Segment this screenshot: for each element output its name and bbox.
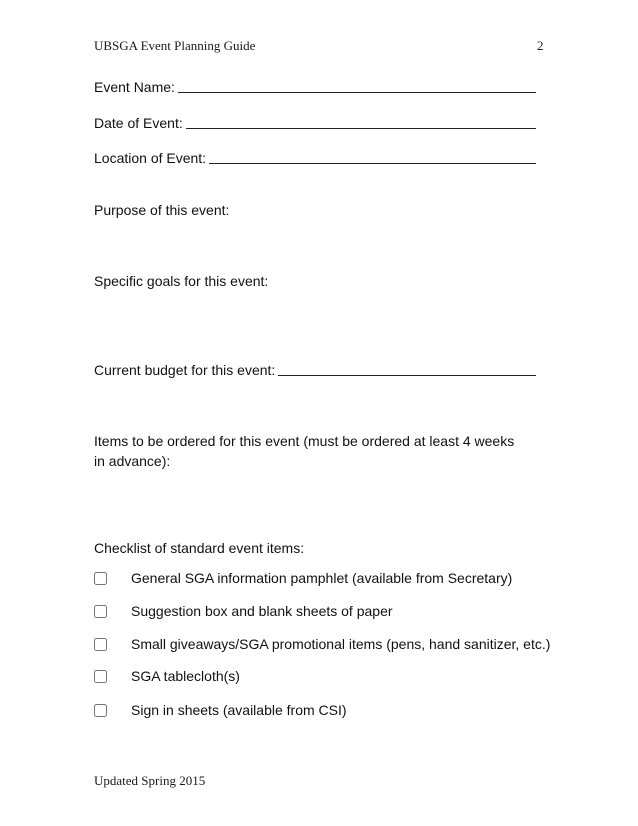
checklist-item	[94, 667, 240, 685]
budget-line[interactable]	[278, 375, 536, 376]
checkbox[interactable]	[94, 572, 107, 585]
goals-label: Specific goals for this event:	[94, 273, 269, 289]
checkbox[interactable]	[94, 670, 107, 683]
checklist-item-label: Small giveaways/SGA promotional items (pens, hand sanitizer, etc.)	[131, 636, 551, 652]
checklist-heading: Checklist of standard event items:	[94, 540, 305, 556]
event-date-line[interactable]	[186, 128, 536, 129]
checklist-item	[94, 569, 513, 587]
event-name-label: Event Name:	[94, 79, 175, 95]
event-name-line[interactable]	[178, 92, 536, 93]
event-location-label: Location of Event:	[94, 150, 207, 166]
checklist-item-label: General SGA information pamphlet (available from Secretary)	[131, 570, 513, 586]
event-date-label: Date of Event:	[94, 115, 183, 131]
page-number: 2	[537, 38, 544, 53]
event-date-field	[94, 111, 536, 131]
footer-updated: Updated Spring 2015	[94, 773, 206, 788]
purpose-label: Purpose of this event:	[94, 202, 230, 218]
event-name-field	[94, 75, 536, 95]
event-location-field	[94, 146, 536, 166]
items-ordered-label: Items to be ordered for this event (must be ordered at least 4 weeks in advance):	[94, 433, 515, 469]
budget-field	[94, 358, 536, 378]
checklist-item	[94, 701, 347, 719]
budget-label: Current budget for this event:	[94, 362, 276, 378]
checklist-item-label: Suggestion box and blank sheets of paper	[131, 603, 393, 619]
checklist-item-label: Sign in sheets (available from CSI)	[131, 702, 347, 718]
checkbox[interactable]	[94, 605, 107, 618]
header-title: UBSGA Event Planning Guide	[94, 38, 256, 53]
event-location-line[interactable]	[209, 163, 536, 164]
checklist-item	[94, 635, 551, 653]
checkbox[interactable]	[94, 704, 107, 717]
checklist-item-label: SGA tablecloth(s)	[131, 668, 240, 684]
checklist-item	[94, 602, 393, 620]
checkbox[interactable]	[94, 638, 107, 651]
